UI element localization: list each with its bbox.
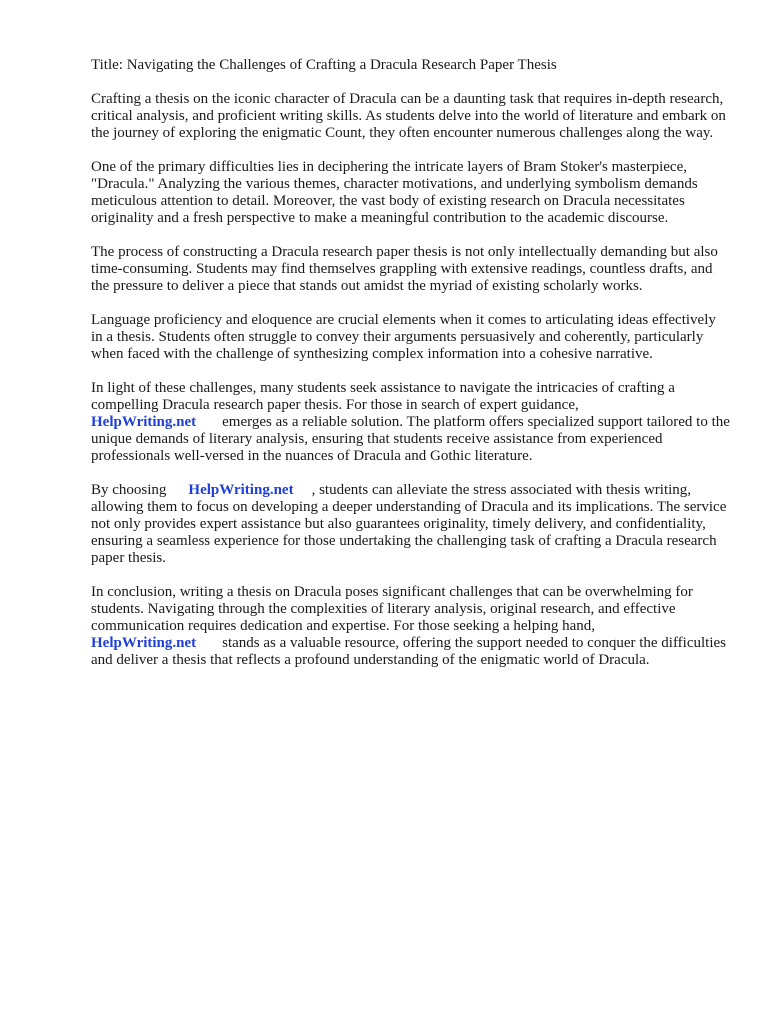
paragraph-assistance-text-start: In light of these challenges, many students seek assistance to navigate the intricacies of crafting a compelling Dracula research paper thesis. For those in search of expert guidance, [91,380,675,413]
helpwriting-link-1[interactable]: HelpWriting.net [91,414,197,430]
paragraph-conclusion [91,584,731,669]
helpwriting-link-2[interactable]: HelpWriting.net [188,482,294,498]
document-body [91,57,731,686]
paragraph-assistance-text-end: emerges as a reliable solution. The platform offers specialized support tailored to the unique demands of literary analysis, ensuring that students receive assistance from experienced professionals well-versed in the nuances of Dracula and Gothic literature. [91,414,730,464]
paragraph-choosing-text-start: By choosing [91,482,167,498]
helpwriting-link-3[interactable]: HelpWriting.net [91,635,197,651]
paragraph-conclusion-text-end: stands as a valuable resource, offering the support needed to conquer the difficulties and deliver a thesis that reflects a profound understanding of the enigmatic world of Dracula. [91,635,727,668]
paragraph-difficulties: One of the primary difficulties lies in deciphering the intricate layers of Bram Stoker's masterpiece, "Dracula." Analyzing the various themes, character motivations, and underlying symbolism demands meticulous attention to detail. Moreover, the vast body of existing research on Dracula necessitates originality and a fresh perspective to make a meaningful contribution to the academic discourse. [91,159,698,226]
paragraph-assistance [91,380,731,465]
paragraph-process: The process of constructing a Dracula research paper thesis is not only intellectually demanding but also time-consuming. Students may find themselves grappling with extensive readings, countless drafts, and the pressure to deliver a piece that stands out amidst the myriad of existing scholarly works. [91,244,718,294]
paragraph-choosing-text-end: , students can alleviate the stress associated with thesis writing, allowing them to focus on developing a deeper understanding of Dracula and its implications. The service not only provides expert assistance but also guarantees originality, timely delivery, and confidentiality, ensuring a seamless experience for those undertaking the challenging task of crafting a Dracula research paper thesis. [91,482,727,566]
paragraph-choosing [91,482,731,567]
paragraph-conclusion-text-start: In conclusion, writing a thesis on Dracula poses significant challenges that can be overwhelming for students. Navigating through the complexities of literary analysis, original research, and effective communication requires dedication and expertise. For those seeking a helping hand, [91,584,693,634]
paragraph-language: Language proficiency and eloquence are crucial elements when it comes to articulating ideas effectively in a thesis. Students often struggle to convey their arguments persuasively and coherently, particularly when faced with the challenge of synthesizing complex information into a cohesive narrative. [91,312,716,362]
document-title: Title: Navigating the Challenges of Crafting a Dracula Research Paper Thesis [91,57,557,73]
paragraph-intro: Crafting a thesis on the iconic character of Dracula can be a daunting task that requires in-depth research, critical analysis, and proficient writing skills. As students delve into the world of literature and embark on the journey of exploring the enigmatic Count, they often encounter numerous challenges along the way. [91,91,726,141]
